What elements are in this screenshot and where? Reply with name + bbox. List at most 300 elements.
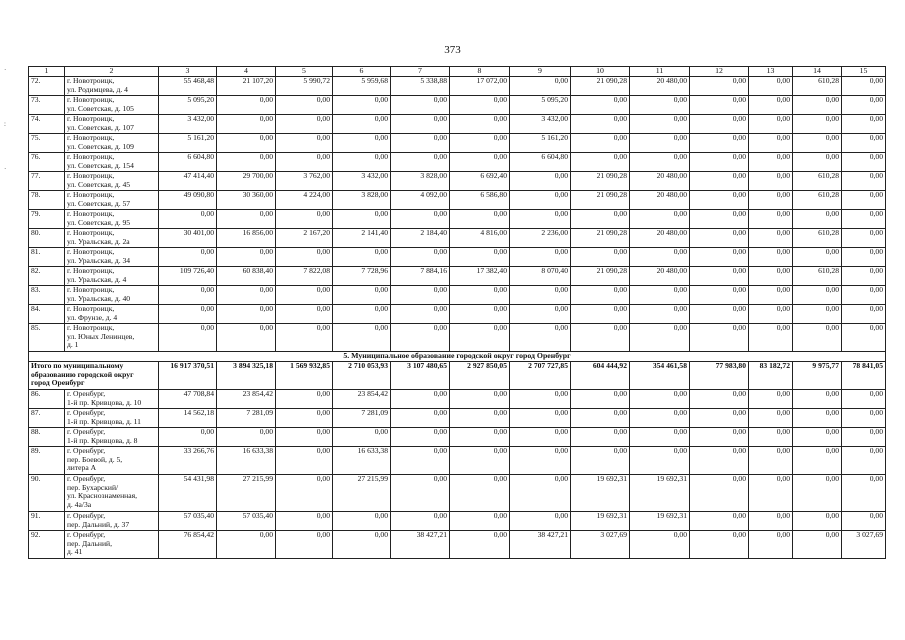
value-cell: 0,00	[690, 512, 749, 531]
value-cell: 0,00	[793, 512, 842, 531]
value-cell: 6 604,80	[159, 153, 217, 172]
value-cell: 0,00	[749, 153, 793, 172]
value-cell: 0,00	[630, 428, 690, 447]
value-cell: 0,00	[217, 428, 276, 447]
value-cell: 0,00	[571, 447, 630, 475]
column-header: 4	[217, 67, 276, 77]
address-cell	[65, 77, 159, 96]
value-cell: 0,00	[690, 475, 749, 512]
value-cell: 0,00	[793, 531, 842, 559]
row-number: 81.	[29, 248, 65, 267]
table-row	[29, 267, 886, 286]
value-cell: 0,00	[391, 286, 450, 305]
total-value-cell: 2 710 053,93	[333, 362, 391, 390]
value-cell: 0,00	[749, 96, 793, 115]
value-cell: 0,00	[793, 447, 842, 475]
value-cell: 14 562,18	[159, 409, 217, 428]
value-cell: 0,00	[333, 96, 391, 115]
value-cell: 0,00	[391, 475, 450, 512]
value-cell: 17 382,40	[450, 267, 510, 286]
value-cell: 0,00	[276, 134, 333, 153]
value-cell: 0,00	[690, 77, 749, 96]
row-number: 75.	[29, 134, 65, 153]
value-cell: 0,00	[842, 409, 886, 428]
column-header: 1	[29, 67, 65, 77]
value-cell: 0,00	[842, 77, 886, 96]
address-line: ул. Краснознаменная,	[67, 491, 138, 501]
value-cell: 0,00	[450, 305, 510, 324]
value-cell: 6 586,80	[450, 191, 510, 210]
address-line: г. Новотроицк,	[67, 76, 115, 85]
value-cell: 0,00	[571, 248, 630, 267]
value-cell: 0,00	[571, 305, 630, 324]
value-cell: 0,00	[793, 134, 842, 153]
value-cell: 0,00	[690, 447, 749, 475]
value-cell: 29 700,00	[217, 172, 276, 191]
value-cell: 0,00	[571, 153, 630, 172]
address-line: ул. Советская, д. 107	[67, 122, 134, 132]
table-row	[29, 447, 886, 475]
margin-mark: :	[4, 120, 6, 128]
address-cell	[65, 191, 159, 210]
value-cell: 0,00	[276, 324, 333, 352]
address-line: г. Оренбург,	[67, 446, 106, 455]
table-row	[29, 115, 886, 134]
value-cell: 3 432,00	[159, 115, 217, 134]
table-row	[29, 475, 886, 512]
value-cell: 0,00	[630, 324, 690, 352]
value-cell: 5 161,20	[159, 134, 217, 153]
value-cell: 47 414,40	[159, 172, 217, 191]
column-header: 14	[793, 67, 842, 77]
total-label-line: образованию городской округ	[31, 369, 134, 379]
address-cell	[65, 390, 159, 409]
total-label-line: город Оренбург	[31, 378, 85, 388]
address-line: ул. Фрунзе, д. 4	[67, 312, 118, 322]
value-cell: 0,00	[749, 172, 793, 191]
value-cell: 0,00	[690, 409, 749, 428]
value-cell: 0,00	[391, 115, 450, 134]
value-cell: 0,00	[630, 248, 690, 267]
value-cell: 0,00	[749, 324, 793, 352]
row-number: 85.	[29, 324, 65, 352]
value-cell: 0,00	[749, 248, 793, 267]
address-line: д. 41	[67, 547, 83, 557]
value-cell: 0,00	[690, 191, 749, 210]
value-cell: 2 184,40	[391, 229, 450, 248]
value-cell: 0,00	[690, 229, 749, 248]
value-cell: 0,00	[571, 409, 630, 428]
page-number: 373	[444, 44, 461, 56]
value-cell: 21 107,20	[217, 77, 276, 96]
total-value-cell: 604 444,92	[571, 362, 630, 390]
value-cell: 0,00	[842, 248, 886, 267]
address-line: г. Новотроицк,	[67, 247, 115, 256]
value-cell: 0,00	[159, 324, 217, 352]
value-cell: 76 854,42	[159, 531, 217, 559]
value-cell: 0,00	[391, 428, 450, 447]
address-line: пер. Боевой, д. 5,	[67, 454, 123, 464]
value-cell: 7 281,09	[217, 409, 276, 428]
total-value-cell: 16 917 370,51	[159, 362, 217, 390]
value-cell: 49 090,80	[159, 191, 217, 210]
address-line: г. Оренбург,	[67, 530, 106, 539]
value-cell: 0,00	[571, 210, 630, 229]
value-cell: 0,00	[450, 447, 510, 475]
section-row	[29, 352, 886, 362]
value-cell: 0,00	[630, 447, 690, 475]
row-number: 92.	[29, 531, 65, 559]
margin-mark: ·	[4, 165, 7, 173]
value-cell: 0,00	[793, 153, 842, 172]
address-line: г. Оренбург,	[67, 427, 106, 436]
value-cell: 0,00	[333, 210, 391, 229]
total-value-cell: 2 707 727,85	[510, 362, 571, 390]
value-cell: 0,00	[842, 512, 886, 531]
column-header: 6	[333, 67, 391, 77]
value-cell: 0,00	[450, 428, 510, 447]
value-cell: 0,00	[842, 134, 886, 153]
total-value-cell: 2 927 850,05	[450, 362, 510, 390]
value-cell: 0,00	[450, 153, 510, 172]
address-line: г. Новотроицк,	[67, 152, 115, 161]
value-cell: 0,00	[510, 77, 571, 96]
address-line: г. Новотроицк,	[67, 190, 115, 199]
value-cell: 38 427,21	[510, 531, 571, 559]
value-cell: 0,00	[690, 390, 749, 409]
address-line: г. Оренбург,	[67, 408, 106, 417]
column-header: 9	[510, 67, 571, 77]
value-cell: 0,00	[630, 305, 690, 324]
value-cell: 17 072,00	[450, 77, 510, 96]
value-cell: 0,00	[217, 324, 276, 352]
value-cell: 0,00	[276, 512, 333, 531]
value-cell: 16 633,38	[217, 447, 276, 475]
value-cell: 0,00	[842, 153, 886, 172]
row-number: 77.	[29, 172, 65, 191]
value-cell: 0,00	[450, 409, 510, 428]
table-row	[29, 153, 886, 172]
table-row	[29, 210, 886, 229]
address-line: ул. Юных Ленинцев,	[67, 331, 135, 341]
row-number: 78.	[29, 191, 65, 210]
value-cell: 0,00	[391, 409, 450, 428]
value-cell: 3 027,69	[571, 531, 630, 559]
table-row	[29, 305, 886, 324]
address-cell	[65, 229, 159, 248]
value-cell: 0,00	[793, 428, 842, 447]
section-title: 5. Муниципальное образование городской округ город Оренбург	[29, 352, 886, 362]
value-cell: 0,00	[450, 475, 510, 512]
value-cell: 0,00	[842, 229, 886, 248]
value-cell: 0,00	[276, 428, 333, 447]
value-cell: 27 215,99	[217, 475, 276, 512]
value-cell: 0,00	[391, 153, 450, 172]
value-cell: 0,00	[571, 286, 630, 305]
value-cell: 3 828,00	[391, 172, 450, 191]
column-header: 12	[690, 67, 749, 77]
value-cell: 610,28	[793, 172, 842, 191]
table-row	[29, 96, 886, 115]
value-cell: 0,00	[450, 390, 510, 409]
table-row	[29, 324, 886, 352]
table-row	[29, 390, 886, 409]
value-cell: 0,00	[450, 248, 510, 267]
value-cell: 0,00	[571, 134, 630, 153]
value-cell: 0,00	[510, 409, 571, 428]
value-cell: 0,00	[793, 115, 842, 134]
column-header: 11	[630, 67, 690, 77]
value-cell: 21 090,28	[571, 267, 630, 286]
value-cell: 0,00	[793, 210, 842, 229]
value-cell: 0,00	[690, 96, 749, 115]
value-cell: 0,00	[749, 115, 793, 134]
row-number: 87.	[29, 409, 65, 428]
address-cell	[65, 248, 159, 267]
address-line: г. Новотроицк,	[67, 171, 115, 180]
value-cell: 0,00	[333, 248, 391, 267]
address-line: г. Оренбург,	[67, 511, 106, 520]
value-cell: 0,00	[690, 305, 749, 324]
value-cell: 0,00	[793, 390, 842, 409]
value-cell: 20 480,00	[630, 172, 690, 191]
value-cell: 109 726,40	[159, 267, 217, 286]
address-line: 1-й пр. Кривцова, д. 11	[67, 416, 141, 426]
row-number: 89.	[29, 447, 65, 475]
value-cell: 610,28	[793, 267, 842, 286]
value-cell: 0,00	[450, 115, 510, 134]
value-cell: 0,00	[690, 531, 749, 559]
value-cell: 0,00	[749, 229, 793, 248]
value-cell: 610,28	[793, 229, 842, 248]
total-value-cell: 9 975,77	[793, 362, 842, 390]
value-cell: 0,00	[510, 390, 571, 409]
total-value-cell: 77 983,80	[690, 362, 749, 390]
value-cell: 0,00	[276, 210, 333, 229]
value-cell: 7 884,16	[391, 267, 450, 286]
value-cell: 5 338,88	[391, 77, 450, 96]
value-cell: 16 633,38	[333, 447, 391, 475]
address-cell	[65, 475, 159, 512]
value-cell: 0,00	[749, 447, 793, 475]
value-cell: 20 480,00	[630, 77, 690, 96]
row-number: 79.	[29, 210, 65, 229]
value-cell: 20 480,00	[630, 191, 690, 210]
value-cell: 3 828,00	[333, 191, 391, 210]
value-cell: 23 854,42	[333, 390, 391, 409]
address-line: ул. Советская, д. 45	[67, 179, 131, 189]
value-cell: 0,00	[159, 210, 217, 229]
address-line: г. Новотроицк,	[67, 304, 115, 313]
value-cell: 0,00	[510, 210, 571, 229]
value-cell: 0,00	[510, 447, 571, 475]
value-cell: 0,00	[510, 305, 571, 324]
value-cell: 19 692,31	[571, 475, 630, 512]
value-cell: 0,00	[690, 286, 749, 305]
value-cell: 0,00	[333, 531, 391, 559]
row-number: 72.	[29, 77, 65, 96]
value-cell: 0,00	[842, 191, 886, 210]
row-number: 76.	[29, 153, 65, 172]
address-cell	[65, 531, 159, 559]
value-cell: 0,00	[571, 390, 630, 409]
value-cell: 0,00	[793, 248, 842, 267]
value-cell: 60 838,40	[217, 267, 276, 286]
address-line: ул. Уральская, д. 40	[67, 293, 131, 303]
table-row	[29, 428, 886, 447]
address-cell	[65, 115, 159, 134]
value-cell: 0,00	[333, 305, 391, 324]
total-label-line: Итого по муниципальному	[31, 361, 124, 370]
total-label	[29, 362, 159, 390]
address-line: г. Оренбург,	[67, 474, 106, 483]
value-cell: 57 035,40	[159, 512, 217, 531]
value-cell: 0,00	[450, 134, 510, 153]
value-cell: 19 692,31	[630, 475, 690, 512]
value-cell: 0,00	[571, 96, 630, 115]
value-cell: 38 427,21	[391, 531, 450, 559]
value-cell: 55 468,48	[159, 77, 217, 96]
value-cell: 0,00	[450, 96, 510, 115]
address-line: пер. Дальний, д. 37	[67, 519, 130, 529]
address-line: г. Новотроицк,	[67, 228, 115, 237]
address-line: ул. Советская, д. 57	[67, 198, 131, 208]
value-cell: 33 266,76	[159, 447, 217, 475]
column-header: 7	[391, 67, 450, 77]
value-cell: 0,00	[749, 191, 793, 210]
value-cell: 0,00	[510, 248, 571, 267]
value-cell: 0,00	[749, 286, 793, 305]
value-cell: 0,00	[217, 134, 276, 153]
address-line: г. Новотроицк,	[67, 209, 115, 218]
value-cell: 0,00	[450, 210, 510, 229]
address-line: г. Новотроицк,	[67, 266, 115, 275]
value-cell: 0,00	[749, 390, 793, 409]
value-cell: 0,00	[749, 134, 793, 153]
value-cell: 19 692,31	[630, 512, 690, 531]
address-line: г. Новотроицк,	[67, 133, 115, 142]
value-cell: 0,00	[690, 324, 749, 352]
value-cell: 2 167,20	[276, 229, 333, 248]
value-cell: 0,00	[391, 324, 450, 352]
value-cell: 0,00	[842, 305, 886, 324]
address-cell	[65, 409, 159, 428]
value-cell: 4 816,00	[450, 229, 510, 248]
value-cell: 0,00	[510, 475, 571, 512]
value-cell: 0,00	[217, 210, 276, 229]
value-cell: 3 027,69	[842, 531, 886, 559]
value-cell: 16 856,00	[217, 229, 276, 248]
total-value-cell: 83 182,72	[749, 362, 793, 390]
value-cell: 7 728,96	[333, 267, 391, 286]
address-line: ул. Советская, д. 154	[67, 160, 134, 170]
address-line: ул. Уральская, д. 34	[67, 255, 131, 265]
value-cell: 0,00	[749, 428, 793, 447]
total-row	[29, 362, 886, 390]
value-cell: 0,00	[159, 286, 217, 305]
value-cell: 0,00	[630, 390, 690, 409]
column-header: 5	[276, 67, 333, 77]
address-cell	[65, 267, 159, 286]
address-cell	[65, 512, 159, 531]
value-cell: 19 692,31	[571, 512, 630, 531]
value-cell: 5 959,68	[333, 77, 391, 96]
value-cell: 4 224,00	[276, 191, 333, 210]
value-cell: 0,00	[333, 153, 391, 172]
value-cell: 3 432,00	[510, 115, 571, 134]
value-cell: 7 281,09	[333, 409, 391, 428]
address-cell	[65, 96, 159, 115]
value-cell: 0,00	[450, 531, 510, 559]
address-cell	[65, 286, 159, 305]
value-cell: 3 432,00	[333, 172, 391, 191]
row-number: 88.	[29, 428, 65, 447]
value-cell: 0,00	[690, 153, 749, 172]
table-row	[29, 172, 886, 191]
value-cell: 0,00	[749, 475, 793, 512]
value-cell: 0,00	[276, 475, 333, 512]
value-cell: 610,28	[793, 77, 842, 96]
address-line: г. Новотроицк,	[67, 95, 115, 104]
value-cell: 0,00	[749, 409, 793, 428]
address-line: г. Оренбург,	[67, 389, 106, 398]
value-cell: 0,00	[333, 512, 391, 531]
column-header: 8	[450, 67, 510, 77]
value-cell: 0,00	[690, 210, 749, 229]
value-cell: 0,00	[842, 390, 886, 409]
address-line: г. Новотроицк,	[67, 114, 115, 123]
table-row	[29, 248, 886, 267]
value-cell: 0,00	[333, 428, 391, 447]
value-cell: 0,00	[333, 286, 391, 305]
value-cell: 0,00	[842, 324, 886, 352]
address-cell	[65, 324, 159, 352]
value-cell: 0,00	[391, 134, 450, 153]
value-cell: 0,00	[630, 153, 690, 172]
value-cell: 0,00	[571, 115, 630, 134]
value-cell: 2 236,00	[510, 229, 571, 248]
value-cell: 0,00	[510, 428, 571, 447]
value-cell: 0,00	[333, 134, 391, 153]
value-cell: 20 480,00	[630, 229, 690, 248]
value-cell: 0,00	[510, 512, 571, 531]
value-cell: 5 161,20	[510, 134, 571, 153]
address-line: г. Новотроицк,	[67, 323, 115, 332]
value-cell: 0,00	[391, 305, 450, 324]
address-cell	[65, 305, 159, 324]
value-cell: 0,00	[793, 409, 842, 428]
value-cell: 0,00	[450, 324, 510, 352]
value-cell: 0,00	[749, 267, 793, 286]
value-cell: 21 090,28	[571, 229, 630, 248]
value-cell: 6 604,80	[510, 153, 571, 172]
value-cell: 0,00	[276, 531, 333, 559]
value-cell: 0,00	[690, 248, 749, 267]
address-cell	[65, 447, 159, 475]
row-number: 74.	[29, 115, 65, 134]
value-cell: 0,00	[510, 324, 571, 352]
row-number: 73.	[29, 96, 65, 115]
value-cell: 6 692,40	[450, 172, 510, 191]
value-cell: 0,00	[793, 96, 842, 115]
value-cell: 30 401,00	[159, 229, 217, 248]
value-cell: 57 035,40	[217, 512, 276, 531]
value-cell: 5 095,20	[159, 96, 217, 115]
value-cell: 0,00	[571, 428, 630, 447]
row-number: 91.	[29, 512, 65, 531]
value-cell: 0,00	[159, 428, 217, 447]
value-cell: 30 360,00	[217, 191, 276, 210]
